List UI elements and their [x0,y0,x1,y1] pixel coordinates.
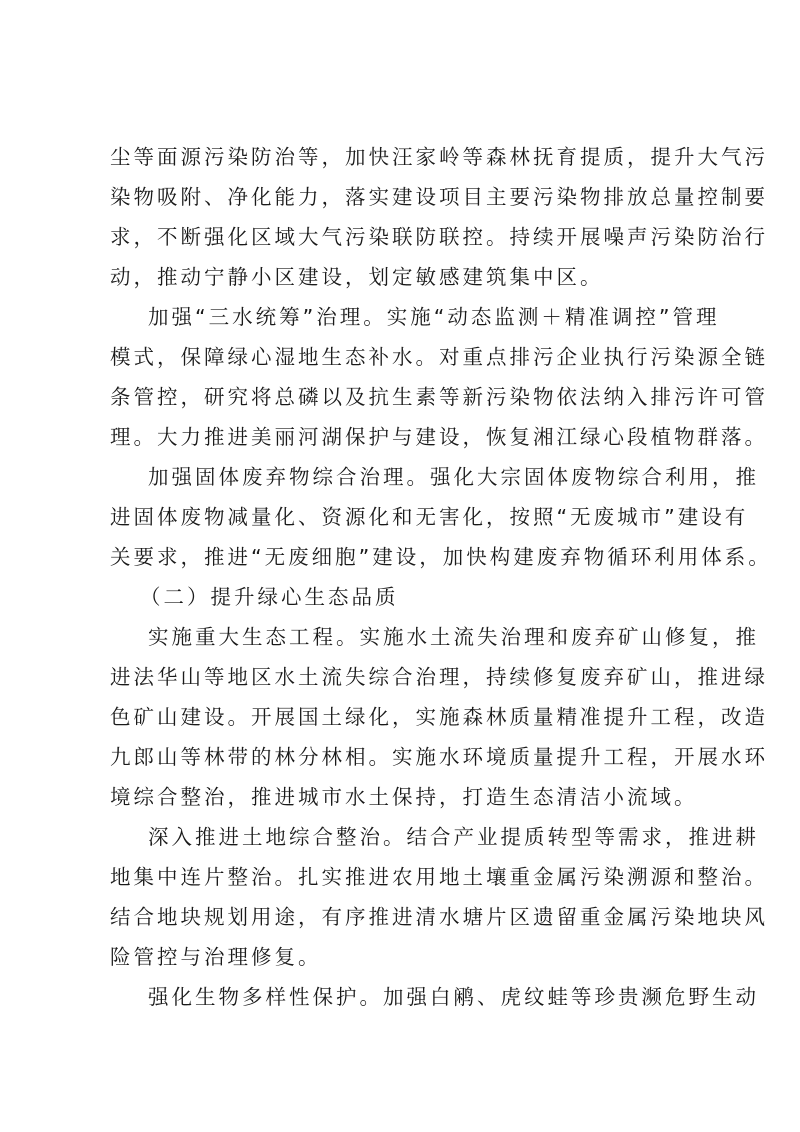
paragraph-solid-waste [110,457,772,577]
text-line: 九郎山等林带的林分林相。实施水环境质量提升工程，开展水环 [110,745,768,769]
text-line: 进固体废物减量化、资源化和无害化，按照“无废城市”建设有 [110,505,749,529]
section-heading [110,577,676,617]
text-line: 地集中连片整治。扎实推进农用地土壤重金属污染溯源和整治。 [110,865,768,889]
text-line: 理。大力推进美丽河湖保护与建设，恢复湘江绿心段植物群落。 [110,425,768,449]
text-line: 色矿山建设。开展国土绿化，实施森林质量精准提升工程，改造 [110,705,768,729]
text-line: 动，推动宁静小区建设，划定敏感建筑集中区。 [110,265,604,289]
text-line: 尘等面源污染防治等，加快汪家岭等森林抚育提质，提升大气污 [110,145,768,169]
text-line: 险管控与治理修复。 [110,945,322,969]
text-line: 实施重大生态工程。实施水土流失治理和废弃矿山修复，推 [148,625,759,649]
text-line: 求，不断强化区域大气污染联防联控。持续开展噪声污染防治行 [110,225,768,249]
text-line: 加强固体废弃物综合治理。强化大宗固体废物综合利用，推 [148,465,759,489]
paragraph-water-governance [110,297,768,457]
text-line: 加强“三水统筹”治理。实施“动态监测＋精准调控”管理 [148,305,720,329]
text-line: 进法华山等地区水土流失综合治理，持续修复废弃矿山，推进绿 [110,665,768,689]
text-line: 关要求，推进“无废细胞”建设，加快构建废弃物循环利用体系。 [110,545,772,569]
paragraph-land-remediation [110,817,768,977]
text-line: 模式，保障绿心湿地生态补水。对重点排污企业执行污染源全链 [110,345,768,369]
paragraph-ecological-projects [110,617,768,817]
text-line: 强化生物多样性保护。加强白鹇、虎纹蛙等珍贵濒危野生动 [148,985,759,1009]
paragraph-air-noise-continuation [110,137,768,297]
text-line: 条管控，研究将总磷以及抗生素等新污染物依法纳入排污许可管 [110,385,768,409]
text-line: 结合地块规划用途，有序推进清水塘片区遗留重金属污染地块风 [110,905,768,929]
paragraph-biodiversity [110,977,759,1017]
text-line: 染物吸附、净化能力，落实建设项目主要污染物排放总量控制要 [110,185,768,209]
document-page [110,137,772,1017]
section-heading-text: （二）提升绿心生态品质 [140,585,399,609]
text-line: 境综合整治，推进城市水土保持，打造生态清洁小流域。 [110,785,698,809]
text-line: 深入推进土地综合整治。结合产业提质转型等需求，推进耕 [148,825,759,849]
